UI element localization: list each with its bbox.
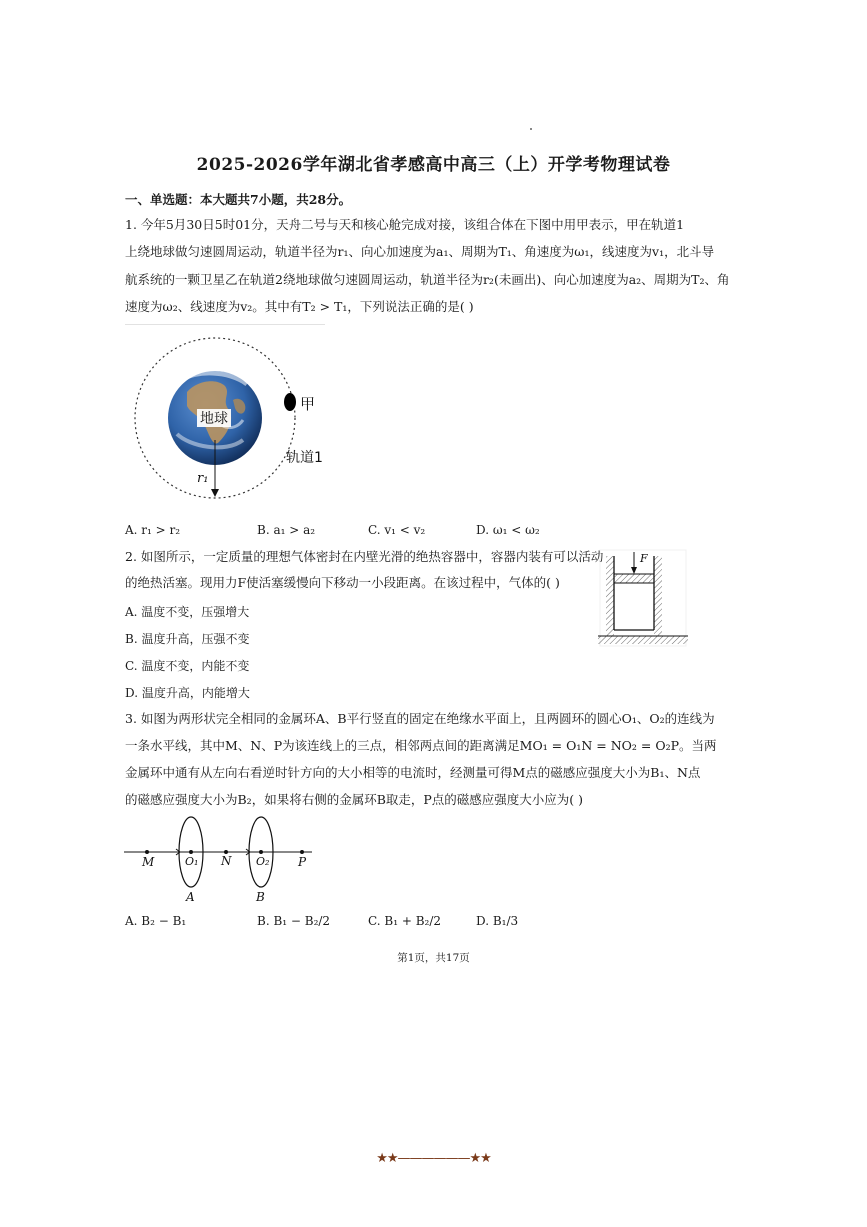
radius-arrow-icon: [211, 489, 219, 497]
label-n: N: [221, 854, 232, 868]
q2-line-2: 的绝热活塞。现用力F使活塞缓慢向下移动一小段距离。在该过程中，气体的( ): [125, 575, 560, 590]
q1-option-a[interactable]: A. r₁ > r₂: [125, 523, 181, 537]
q2-option-c[interactable]: C. 温度不变，内能不变: [125, 659, 250, 673]
q3-line-1: 3. 如图为两形状完全相同的金属环A、B平行竖直的固定在绝缘水平面上，且两圆环的圆心O₁、O₂的连线为: [125, 711, 715, 726]
header-dot: [530, 128, 532, 130]
page-footer: 第1页，共17页: [397, 952, 470, 964]
right-wall: [654, 556, 662, 636]
label-p: P: [298, 855, 307, 869]
q3-line-3: 金属环中通有从左向右看逆时针方向的大小相等的电流时，经测量可得M点的磁感应强度大小为B₁、N点: [125, 765, 701, 780]
q1-option-c[interactable]: C. v₁ < v₂: [368, 523, 426, 537]
q3-option-a[interactable]: A. B₂ − B₁: [125, 914, 187, 928]
label-a: A: [186, 890, 195, 904]
q3-rings-figure: [122, 812, 322, 904]
q3-option-b[interactable]: B. B₁ − B₂/2: [257, 914, 331, 928]
orbit-label: 轨道1: [286, 450, 323, 466]
q2-option-d[interactable]: D. 温度升高，内能增大: [125, 686, 250, 700]
label-o1: O₁: [185, 855, 199, 868]
point-o2: [259, 850, 263, 854]
q2-option-b[interactable]: B. 温度升高，压强不变: [125, 632, 250, 646]
q1-line-2: 上绕地球做匀速圆周运动，轨道半径为r₁、向心加速度为a₁、周期为T₁、角速度为ω₁，线速度为v₁，北斗导: [125, 244, 715, 259]
point-o1: [189, 850, 193, 854]
point-m: [145, 850, 149, 854]
earth-label: 地球: [200, 411, 228, 427]
force-label: F: [640, 552, 648, 565]
q2-container-figure: [598, 548, 688, 648]
q3-line-2: 一条水平线，其中M、N、P为该连线上的三点，相邻两点间的距离满足MO₁ = O₁N = NO₂ = O₂P。当两: [125, 738, 717, 753]
q1-line-3: 航系统的一颗卫星乙在轨道2绕地球做匀速圆周运动，轨道半径为r₂(未画出)、向心加速度为a₂、周期为T₂、角: [125, 272, 730, 287]
q1-figure-divider: [125, 324, 325, 325]
q1-option-b[interactable]: B. a₁ > a₂: [257, 523, 316, 537]
q3-option-c[interactable]: C. B₁ + B₂/2: [368, 914, 442, 928]
q1-line-4: 速度为ω₂、线速度为v₂。其中有T₂ > T₁，下列说法正确的是( ): [125, 299, 474, 314]
satellite-label: 甲: [300, 395, 316, 413]
q1-orbit-figure: [125, 330, 355, 505]
label-o2: O₂: [256, 855, 270, 868]
label-m: M: [142, 855, 155, 869]
left-wall: [606, 556, 614, 636]
label-b: B: [256, 890, 265, 904]
force-arrow-icon: [631, 567, 637, 574]
radius-label: r₁: [197, 471, 209, 486]
q3-line-4: 的磁感应强度大小为B₂，如果将右侧的金属环B取走，P点的磁感应强度大小应为( ): [125, 792, 584, 807]
q1-line-1: 1. 今年5月30日5时01分，天舟二号与天和核心舱完成对接，该组合体在下图中用甲表示，甲在轨道1: [125, 217, 685, 232]
footer-ornament: ★★——————★★: [376, 1151, 491, 1166]
point-p: [300, 850, 304, 854]
section-heading: 一、单选题：本大题共7小题，共28分。: [125, 192, 352, 207]
satellite-jia-icon: [284, 393, 296, 411]
q3-option-d[interactable]: D. B₁/3: [476, 914, 519, 928]
q2-option-a[interactable]: A. 温度不变，压强增大: [125, 605, 250, 619]
q1-option-d[interactable]: D. ω₁ < ω₂: [476, 523, 540, 537]
floor: [598, 636, 688, 644]
q2-line-1: 2. 如图所示，一定质量的理想气体密封在内壁光滑的绝热容器中，容器内装有可以活动: [125, 549, 604, 564]
page-title: 2025-2026学年湖北省孝感高中高三（上）开学考物理试卷: [196, 155, 671, 175]
piston: [614, 574, 654, 583]
